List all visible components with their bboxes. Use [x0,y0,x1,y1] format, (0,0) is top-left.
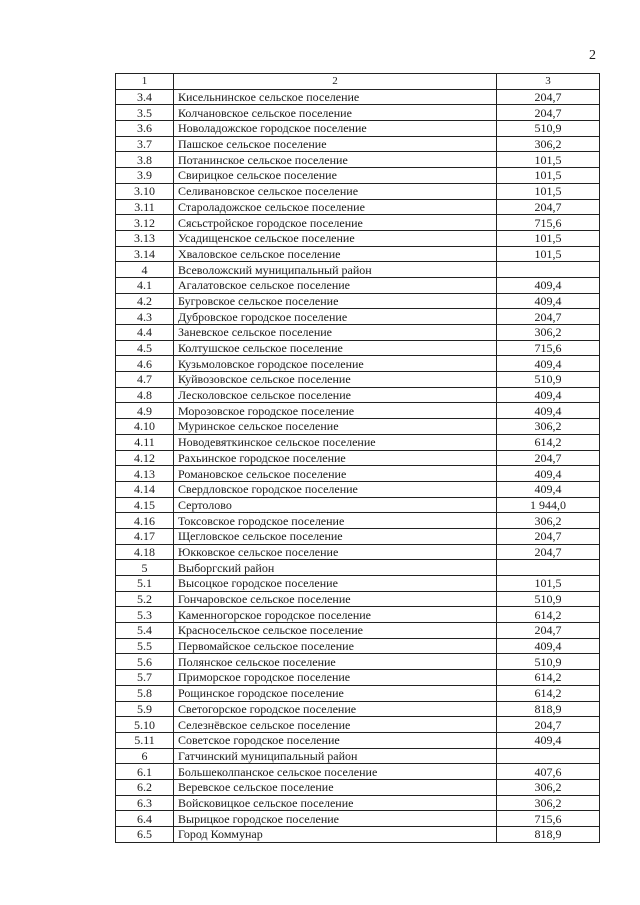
municipality-name: Куйвозовское сельское поселение [174,372,497,388]
row-number: 3.12 [116,215,174,231]
row-number: 5.3 [116,607,174,623]
municipality-name: Сясьстройское городское поселение [174,215,497,231]
table-row [116,325,600,341]
row-number: 3.5 [116,105,174,121]
amount-value: 204,7 [497,199,600,215]
table-row [116,277,600,293]
municipality-name: Заневское сельское поселение [174,325,497,341]
municipality-name: Кузьмоловское городское поселение [174,356,497,372]
table-header-row [116,74,600,90]
municipality-name: Гончаровское сельское поселение [174,591,497,607]
amount-value: 204,7 [497,105,600,121]
table-row [116,497,600,513]
table-row [116,262,600,278]
table-row [116,654,600,670]
row-number: 5.10 [116,717,174,733]
row-number: 4.11 [116,434,174,450]
row-number: 3.9 [116,168,174,184]
municipality-name: Новоладожское городское поселение [174,121,497,137]
amount-value: 204,7 [497,717,600,733]
table-row [116,121,600,137]
table-row [116,372,600,388]
row-number: 4.14 [116,481,174,497]
amount-value [497,748,600,764]
row-number: 5.4 [116,623,174,639]
table-row [116,638,600,654]
municipality-name: Селезнёвское сельское поселение [174,717,497,733]
municipality-name: Токсовское городское поселение [174,513,497,529]
table-row [116,105,600,121]
table-row [116,576,600,592]
municipality-name: Свирицкое сельское поселение [174,168,497,184]
municipality-name: Свердловское городское поселение [174,481,497,497]
table-row [116,215,600,231]
table-row [116,246,600,262]
amount-value: 409,4 [497,638,600,654]
amount-value: 101,5 [497,230,600,246]
table-row [116,403,600,419]
amount-value: 101,5 [497,183,600,199]
row-number: 5.6 [116,654,174,670]
municipality-name: Красносельское сельское поселение [174,623,497,639]
municipality-name: Муринское сельское поселение [174,419,497,435]
municipality-name: Вырицкое городское поселение [174,811,497,827]
row-number: 4.2 [116,293,174,309]
amount-value: 818,9 [497,827,600,843]
table-row [116,607,600,623]
amount-value: 510,9 [497,121,600,137]
table-row [116,340,600,356]
table-row [116,717,600,733]
row-number: 3.11 [116,199,174,215]
amount-value: 204,7 [497,89,600,105]
row-number: 6.3 [116,795,174,811]
table-row [116,591,600,607]
row-number: 3.6 [116,121,174,137]
amount-value: 409,4 [497,481,600,497]
table-row [116,513,600,529]
table-row [116,419,600,435]
row-number: 4.4 [116,325,174,341]
table-row [116,670,600,686]
amount-value: 204,7 [497,450,600,466]
table-row [116,136,600,152]
row-number: 4.5 [116,340,174,356]
municipality-name: Рощинское городское поселение [174,685,497,701]
amount-value: 818,9 [497,701,600,717]
amount-value: 306,2 [497,513,600,529]
amount-value: 101,5 [497,246,600,262]
amount-value: 204,7 [497,309,600,325]
row-number: 6 [116,748,174,764]
table-row [116,811,600,827]
page-number: 2 [589,48,596,63]
amount-value [497,262,600,278]
amount-value: 101,5 [497,152,600,168]
amount-value: 614,2 [497,670,600,686]
municipality-name: Хваловское сельское поселение [174,246,497,262]
municipality-name: Морозовское городское поселение [174,403,497,419]
row-number: 5.9 [116,701,174,717]
amount-value: 510,9 [497,372,600,388]
municipality-name: Дубровское городское поселение [174,309,497,325]
row-number: 5.7 [116,670,174,686]
municipality-name: Город Коммунар [174,827,497,843]
table-row [116,827,600,843]
row-number: 5.11 [116,732,174,748]
amount-value: 409,4 [497,732,600,748]
row-number: 4.12 [116,450,174,466]
row-number: 4.8 [116,387,174,403]
row-number: 4.10 [116,419,174,435]
amount-value: 715,6 [497,340,600,356]
amount-value: 101,5 [497,576,600,592]
municipality-name: Селивановское сельское поселение [174,183,497,199]
municipality-name: Гатчинский муниципальный район [174,748,497,764]
header-col-1: 1 [116,74,174,90]
amount-value: 715,6 [497,811,600,827]
municipality-name: Колтушское сельское поселение [174,340,497,356]
municipality-name: Усадищенское сельское поселение [174,230,497,246]
row-number: 5.8 [116,685,174,701]
row-number: 4.1 [116,277,174,293]
row-number: 6.1 [116,764,174,780]
table-row [116,544,600,560]
amount-value: 204,7 [497,623,600,639]
amount-value: 306,2 [497,325,600,341]
table-row [116,466,600,482]
row-number: 4.17 [116,528,174,544]
amount-value: 409,4 [497,356,600,372]
row-number: 4 [116,262,174,278]
row-number: 6.5 [116,827,174,843]
municipality-name: Рахьинское городское поселение [174,450,497,466]
row-number: 5 [116,560,174,576]
municipality-name: Каменногорское городское поселение [174,607,497,623]
table-row [116,230,600,246]
amount-value [497,560,600,576]
municipality-name: Новодевяткинское сельское поселение [174,434,497,450]
row-number: 3.7 [116,136,174,152]
table-row [116,89,600,105]
row-number: 3.4 [116,89,174,105]
amount-value: 204,7 [497,544,600,560]
table-row [116,685,600,701]
municipality-name: Бугровское сельское поселение [174,293,497,309]
municipality-name: Советское городское поселение [174,732,497,748]
municipality-name: Юкковское сельское поселение [174,544,497,560]
amount-value: 510,9 [497,654,600,670]
allocation-table [115,73,600,843]
amount-value: 409,4 [497,403,600,419]
municipality-name: Первомайское сельское поселение [174,638,497,654]
row-number: 5.2 [116,591,174,607]
row-number: 3.13 [116,230,174,246]
row-number: 5.1 [116,576,174,592]
row-number: 5.5 [116,638,174,654]
row-number: 4.3 [116,309,174,325]
municipality-name: Полянское сельское поселение [174,654,497,670]
table-row [116,748,600,764]
table-row [116,152,600,168]
municipality-name: Кисельнинское сельское поселение [174,89,497,105]
amount-value: 614,2 [497,685,600,701]
table-row [116,795,600,811]
amount-value: 204,7 [497,528,600,544]
table-row [116,199,600,215]
row-number: 6.2 [116,779,174,795]
table-row [116,481,600,497]
table-row [116,356,600,372]
municipality-name: Всеволожский муниципальный район [174,262,497,278]
row-number: 4.13 [116,466,174,482]
amount-value: 407,6 [497,764,600,780]
municipality-name: Выборгский район [174,560,497,576]
row-number: 4.18 [116,544,174,560]
municipality-name: Староладожское сельское поселение [174,199,497,215]
table-row [116,779,600,795]
municipality-name: Лесколовское сельское поселение [174,387,497,403]
table-row [116,168,600,184]
municipality-name: Сертолово [174,497,497,513]
municipality-name: Щегловское сельское поселение [174,528,497,544]
amount-value: 1 944,0 [497,497,600,513]
municipality-name: Высоцкое городское поселение [174,576,497,592]
row-number: 3.8 [116,152,174,168]
municipality-name: Светогорское городское поселение [174,701,497,717]
row-number: 3.10 [116,183,174,199]
header-col-3: 3 [497,74,600,90]
row-number: 4.15 [116,497,174,513]
table-row [116,764,600,780]
table-row [116,701,600,717]
municipality-name: Потанинское сельское поселение [174,152,497,168]
row-number: 4.9 [116,403,174,419]
amount-value: 409,4 [497,277,600,293]
table-row [116,293,600,309]
row-number: 6.4 [116,811,174,827]
amount-value: 101,5 [497,168,600,184]
municipality-name: Романовское сельское поселение [174,466,497,482]
table-row [116,434,600,450]
municipality-name: Приморское городское поселение [174,670,497,686]
municipality-name: Агалатовское сельское поселение [174,277,497,293]
amount-value: 510,9 [497,591,600,607]
table-row [116,450,600,466]
amount-value: 715,6 [497,215,600,231]
amount-value: 614,2 [497,434,600,450]
table-row [116,183,600,199]
municipality-name: Войсковицкое сельское поселение [174,795,497,811]
municipality-name: Пашское сельское поселение [174,136,497,152]
table-row [116,623,600,639]
table-row [116,309,600,325]
table-row [116,732,600,748]
table-row [116,528,600,544]
amount-value: 306,2 [497,795,600,811]
row-number: 4.7 [116,372,174,388]
row-number: 4.16 [116,513,174,529]
table-row [116,387,600,403]
amount-value: 409,4 [497,293,600,309]
amount-value: 306,2 [497,136,600,152]
municipality-name: Колчановское сельское поселение [174,105,497,121]
amount-value: 409,4 [497,387,600,403]
header-col-2: 2 [174,74,497,90]
table-body [116,74,600,843]
amount-value: 409,4 [497,466,600,482]
row-number: 4.6 [116,356,174,372]
municipality-name: Веревское сельское поселение [174,779,497,795]
amount-value: 306,2 [497,419,600,435]
amount-value: 306,2 [497,779,600,795]
municipality-name: Большеколпанское сельское поселение [174,764,497,780]
table-row [116,560,600,576]
row-number: 3.14 [116,246,174,262]
amount-value: 614,2 [497,607,600,623]
